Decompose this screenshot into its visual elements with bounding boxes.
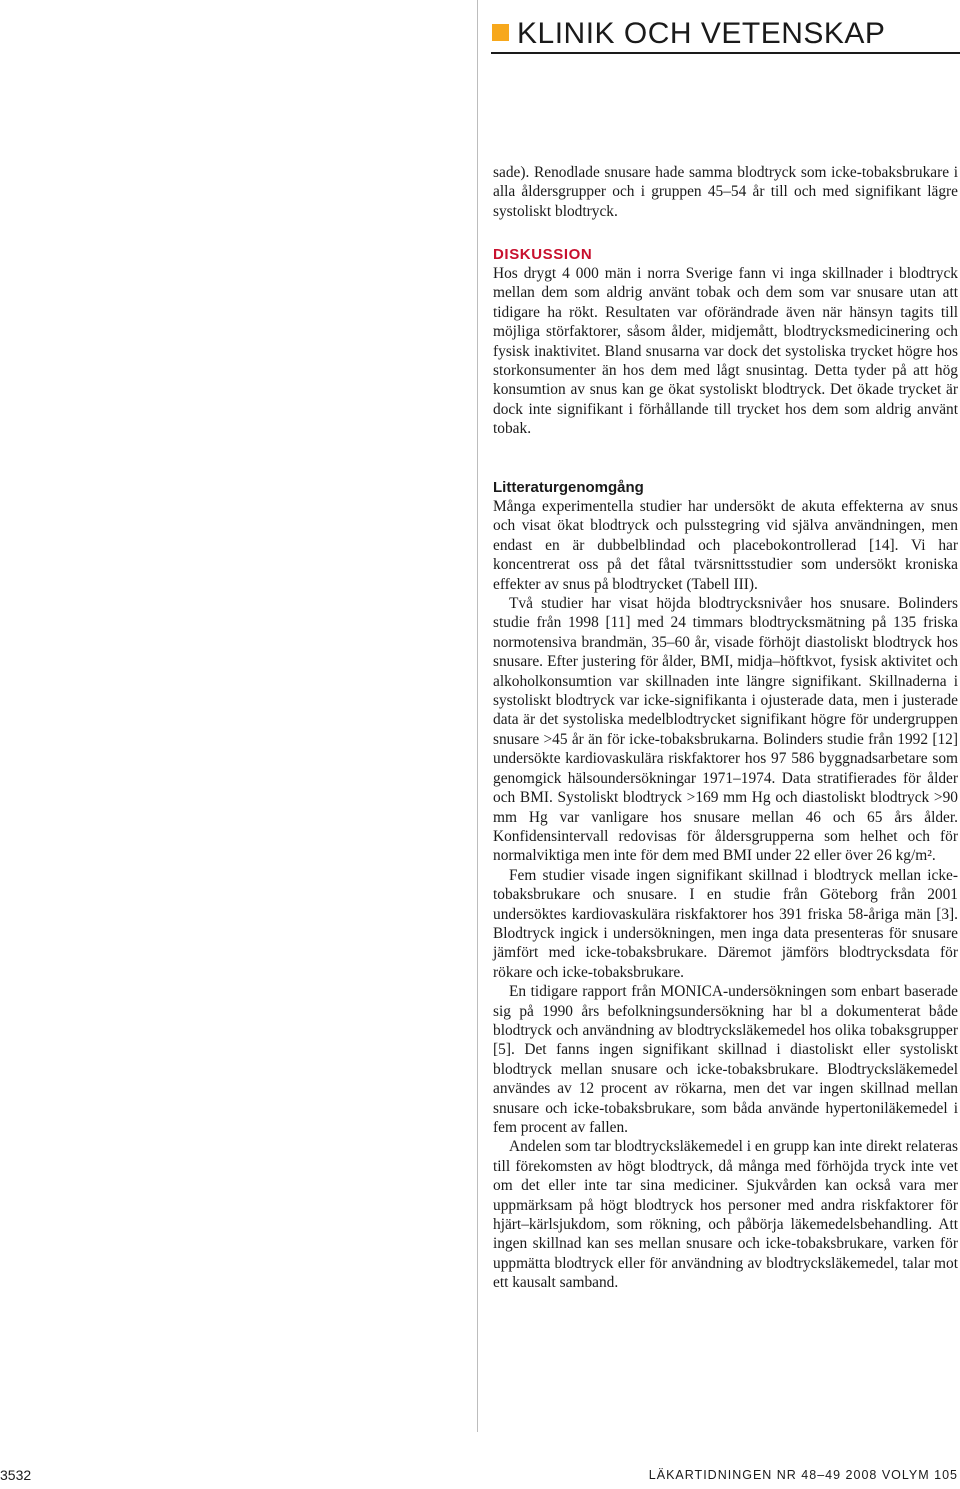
diskussion-paragraph: Hos drygt 4 000 män i norra Sverige fann vi inga skillnader i blodtryck mellan dem som aldrig använt tobak och dem som var snusare utan att tidigare ha rökt. Resultaten var oförändrade även när hänsyn tagits till möjliga störfaktorer, såsom ålder, midjemått, blodtrycksmedicinering och fysisk inaktivitet. Bland snusarna var dock det systoliska trycket högre hos storkonsumenter än hos dem med lågt snusintag. Detta tyder på att hög konsumtion av snus kan ge ökat systoliskt blodtryck. Det ökade trycket är dock inte signifikant i förhållande till trycket hos dem som aldrig använt tobak. — [493, 265, 958, 438]
column-divider — [477, 0, 478, 1432]
litteratur-paragraph-4: En tidigare rapport från MONICA-undersökningen som enbart baserade sig på 1990 års befolkningsundersökning har bl a dokumenterat både blodtryck och användning av blodtrycksläkemedel hos olika tobaksgrupper [5]. Det fanns ingen signifikant skillnad i diastoliskt eller systoliskt blodtryck mellan snusare och icke-tobaksbrukare. Blodtrycksläkemedel användes av 12 procent av rökarna, men det var ingen skillnad mellan snusare och icke-tobaksbrukare, som båda använde hypertoniläkemedel i fem procent av fallen. — [493, 983, 958, 1136]
litteratur-paragraph-1: Många experimentella studier har undersökt de akuta effekterna av snus och visat ökat blodtryck och pulsstegring vid själva användningen, men endast en är dubbelblindad och placebokontrollerad [14]. Vi har koncentrerat oss på det fåtal tvärsnittsstudier som undersökt kroniska effekter av snus på blodtrycket (Tabell III). — [493, 498, 958, 593]
litteratur-paragraph-2: Två studier har visat höjda blodtrycksnivåer hos snusare. Bolinders studie från 1998 [11] med 24 timmars blodtrycksmätning på 135 friska normotensiva brandmän, 35–60 år, visade förhöjt diastoliskt blodtryck hos snusare. Efter justering för ålder, BMI, midja–höftkvot, fysisk aktivitet och alkoholkonsumtion var skillnaden inte längre signifikant. Skillnaderna i systoliskt blodtryck var icke-signifikanta i ojusterade data, men i justerade data är det systoliska medelblodtrycket signifikant högre för undergruppen snusare >45 år än för icke-tobaksbrukarna. Bolinders studie från 1992 [12] undersökte kardiovaskulära riskfaktorer hos 97 586 byggnadsarbetare som genomgick hälsoundersökningar 1971–1974. Data stratifierades för ålder och BMI. Systoliskt blodtryck >169 mm Hg och diastoliskt blodtryck >90 mm Hg var vanligare hos snusare mellan 46 och 65 års ålder. Konfidensintervall redovisas för åldersgrupperna som helhet och för normalviktiga men inte för dem med BMI under 22 eller över 26 kg/m². — [493, 595, 958, 865]
litteratur-block — [493, 478, 958, 1293]
diskussion-block — [493, 245, 958, 439]
diskussion-heading: DISKUSSION — [493, 246, 593, 263]
section-marker-square — [492, 24, 509, 41]
litteratur-paragraph-3: Fem studier visade ingen signifikant skillnad i blodtryck mellan icke-tobaksbrukare och snusare. I en studie från Göteborg från 2001 undersöktes kardiovaskulära riskfaktorer hos 391 friska 58-åriga män [3]. Blodtryck ingick i undersökningen, men inga data presenteras för snusare jämfört med icke-tobaksbrukare. Däremot jämförs blodtrycksdata för rökare och icke-tobaksbrukare. — [493, 866, 958, 981]
litteratur-paragraph-5: Andelen som tar blodtrycksläkemedel i en grupp kan inte direkt relateras till förekomsten av högt blodtryck, då många med förhöjda tryck inte vet om det eller inte tar sina mediciner. Sjukvården kan också vara mer uppmärksam på högt blodtryck hos personer med andra riskfaktorer för hjärt–kärlsjukdom, som rökning, och påbörja läkemedelsbehandling. Att ingen skillnad kan ses mellan snusare och icke-tobaksbrukare, varken för uppmätta blodtryck eller för användning av blodtrycksläkemedel, talar mot ett kausalt samband. — [493, 1138, 958, 1292]
litteratur-heading: Litteraturgenomgång — [493, 479, 644, 496]
intro-block — [493, 163, 958, 221]
section-header — [491, 8, 960, 54]
intro-paragraph: sade). Renodlade snusare hade samma blodtryck som icke-tobaksbrukare i alla åldersgrupper och i gruppen 45–54 år till och med signifikant lägre systoliskt blodtryck. — [493, 164, 958, 220]
section-title: KLINIK OCH VETENSKAP — [517, 17, 886, 50]
page-number: 3532 — [0, 1467, 32, 1483]
header-rule — [491, 52, 960, 54]
journal-footer: LÄKARTIDNINGEN NR 48–49 2008 VOLYM 105 — [648, 1468, 958, 1482]
